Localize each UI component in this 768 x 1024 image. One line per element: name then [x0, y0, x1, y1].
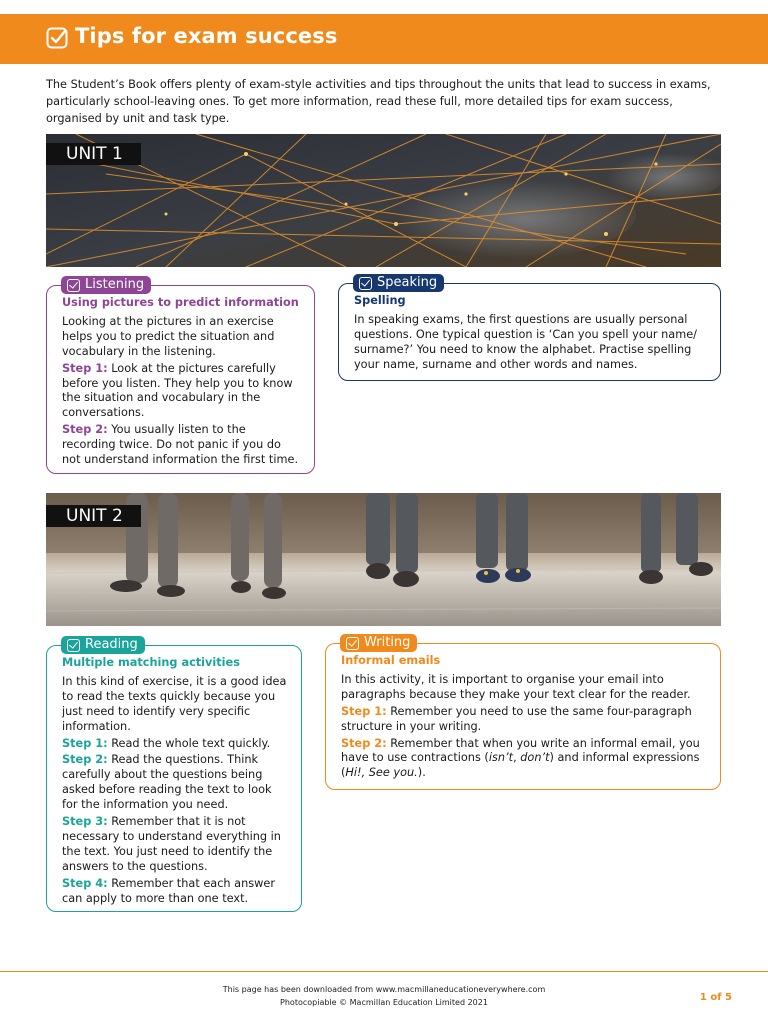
- intro-paragraph: The Student’s Book offers plenty of exam-style activities and tips throughout the units that lead to success in exams, particularly school-leaving ones. To get more information, read these full, more detailed tips for exam success, organised by unit and task type.: [46, 78, 711, 125]
- unit-1-banner: [46, 134, 721, 267]
- footer: [0, 983, 768, 1009]
- example-contraction: don’t: [520, 751, 550, 765]
- page-title: Tips for exam success: [75, 24, 338, 48]
- step-label: Step 1:: [62, 736, 108, 750]
- step-text: Read the whole text quickly.: [107, 736, 271, 750]
- speaking-tab: [353, 274, 444, 292]
- step-label: Step 4:: [62, 876, 108, 890]
- step-label: Step 1:: [341, 704, 387, 718]
- tab-label: Speaking: [377, 275, 438, 290]
- writing-tab: [340, 634, 417, 652]
- tip-step: [62, 423, 300, 468]
- writing-tip-box: [325, 635, 721, 790]
- tab-label: Listening: [85, 277, 145, 292]
- tip-step: [62, 737, 287, 752]
- tip-text: In speaking exams, the first questions are usually personal questions. One typical question is ‘Can you spell your name/ surname?’ You need to know the alphabet. Practise spelling your name, surname and other words and names.: [354, 312, 697, 371]
- tip-subtitle: Spelling: [354, 294, 406, 307]
- checkbox-icon: [46, 27, 68, 49]
- tip-step: [62, 815, 287, 875]
- step-text: Remember that it is not necessary to understand everything in the text. You just need to identify the answers to the questions.: [62, 815, 281, 873]
- tip-text: In this kind of exercise, it is a good idea to read the texts quickly because you just need to identify very specific information.: [62, 674, 287, 733]
- speaking-tip-box: [338, 275, 721, 381]
- step-text: ,: [513, 751, 521, 765]
- listening-tab: [61, 276, 151, 294]
- unit-label: UNIT 1: [46, 143, 141, 165]
- checkbox-icon: [67, 639, 80, 652]
- step-text: Remember that each answer can apply to more than one text.: [62, 876, 275, 905]
- tip-subtitle: Informal emails: [341, 654, 441, 667]
- tip-subtitle: Multiple matching activities: [62, 656, 240, 669]
- tip-text: Looking at the pictures in an exercise helps you to predict the situation and vocabulary in the listening.: [62, 314, 275, 358]
- step-text: Read the questions. Think carefully about the questions being asked before reading the text to look for the information you need.: [62, 753, 272, 812]
- tip-step: [62, 877, 287, 907]
- network-map-image: [46, 134, 721, 267]
- step-text: Remember you need to use the same four-paragraph structure in your writing.: [341, 704, 692, 733]
- listening-tip-box: [46, 277, 315, 474]
- reading-tab: [61, 636, 145, 654]
- tip-text: In this activity, it is important to organise your email into paragraphs because they make your text clear for the reader.: [341, 672, 691, 701]
- download-notice: This page has been downloaded from www.macmillaneducationeverywhere.com: [222, 985, 546, 994]
- tab-label: Writing: [364, 635, 411, 650]
- step-text: ).: [417, 766, 426, 780]
- tip-subtitle: Using pictures to predict information: [62, 296, 299, 309]
- step-text: Look at the pictures carefully before you listen. They help you to know the situation and vocabulary in the conversations.: [62, 361, 293, 420]
- page-number: 1 of 5: [699, 992, 732, 1003]
- tip-step: [62, 362, 300, 422]
- tip-step: [341, 705, 706, 735]
- step-label: Step 2:: [62, 753, 108, 767]
- step-text: Remember that when you write an informal email, you have to use contractions (: [341, 736, 700, 765]
- step-label: Step 2:: [341, 736, 387, 750]
- checkbox-icon: [67, 279, 80, 292]
- tip-step: [62, 753, 287, 813]
- header-bar: [0, 14, 768, 64]
- footer-divider: [0, 971, 768, 972]
- example-expression: Hi!, See you.: [345, 766, 418, 780]
- step-label: Step 1:: [62, 361, 108, 375]
- copyright-notice: Photocopiable © Macmillan Education Limited 2021: [280, 998, 488, 1007]
- tip-step: [341, 737, 706, 782]
- step-label: Step 2:: [62, 423, 108, 437]
- checkbox-icon: [359, 277, 372, 290]
- step-label: Step 3:: [62, 815, 108, 829]
- checkbox-icon: [346, 637, 359, 650]
- step-text: ) and informal expressions (: [341, 751, 700, 780]
- tab-label: Reading: [85, 637, 138, 652]
- walking-students-image: [46, 493, 721, 626]
- unit-label: UNIT 2: [46, 505, 141, 527]
- step-text: You usually listen to the recording twice. Do not panic if you do not understand information the first time.: [62, 423, 299, 467]
- reading-tip-box: [46, 637, 302, 912]
- unit-2-banner: [46, 493, 721, 626]
- example-contraction: isn’t: [488, 751, 514, 765]
